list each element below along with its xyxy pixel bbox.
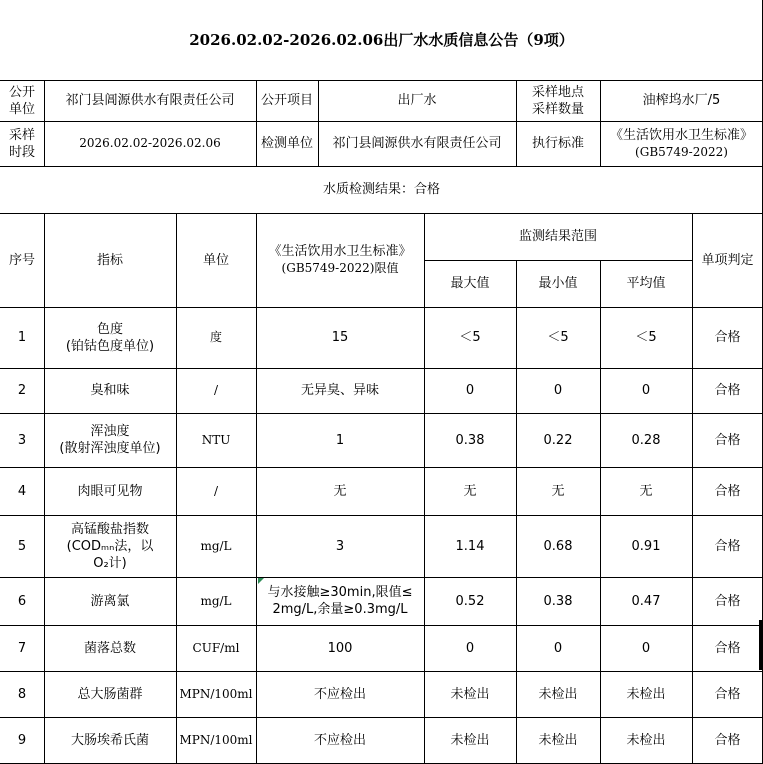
cell-index bbox=[44, 625, 176, 671]
grid-line bbox=[0, 413, 763, 414]
header-limit bbox=[256, 213, 424, 307]
grid-line bbox=[0, 121, 763, 122]
label-sample-site bbox=[516, 80, 600, 121]
cell-index-line: 菌落总数 bbox=[83, 640, 136, 656]
cell-unit: / bbox=[213, 483, 219, 498]
grid-line bbox=[256, 80, 257, 166]
cell-judge: 合格 bbox=[714, 640, 741, 656]
cell-limit bbox=[256, 413, 424, 467]
cell-avg: 未检出 bbox=[626, 686, 666, 702]
grid-line bbox=[0, 80, 763, 81]
cell-seq: 4 bbox=[17, 483, 27, 499]
cell-avg: 无 bbox=[639, 483, 653, 499]
cell-unit: / bbox=[213, 383, 219, 397]
cell-index bbox=[44, 368, 176, 413]
cell-index bbox=[44, 717, 176, 764]
cell-limit-line: 无 bbox=[333, 483, 347, 499]
cell-judge: 合格 bbox=[714, 538, 741, 554]
cell-max: 1.14 bbox=[455, 538, 485, 554]
notice-title: 2026.02.02-2026.02.06出厂水水质信息公告（9项） bbox=[189, 30, 574, 49]
standard-code: (GB5749-2022) bbox=[635, 144, 728, 159]
cell-limit bbox=[256, 577, 424, 625]
cell-index-line: 高锰酸盐指数 bbox=[70, 521, 149, 537]
cell-index-line: 游离氯 bbox=[90, 593, 130, 609]
cell-unit: mg/L bbox=[200, 593, 232, 608]
label-sample-period bbox=[0, 121, 44, 166]
cell-judge: 合格 bbox=[714, 330, 741, 345]
cell-unit: mg/L bbox=[200, 538, 232, 553]
grid-line bbox=[0, 467, 763, 468]
cell-max: 0 bbox=[465, 640, 475, 656]
cell-index-line: (铂钴色度单位) bbox=[65, 338, 155, 354]
cell-index-line: 肉眼可见物 bbox=[77, 483, 143, 499]
label-public-unit-line1: 公开 bbox=[8, 84, 35, 100]
cell-unit: CUF/ml bbox=[192, 640, 240, 655]
cell-limit-line: 1 bbox=[335, 432, 345, 448]
grid-line bbox=[0, 166, 763, 167]
sample-site-value: 油榨坞水厂/5 bbox=[642, 93, 721, 108]
grid-line bbox=[0, 515, 763, 516]
header-limit-line2: (GB5749-2022)限值 bbox=[281, 261, 399, 275]
cell-min: 未检出 bbox=[538, 733, 578, 748]
cell-limit bbox=[256, 515, 424, 577]
public-project-value: 出厂水 bbox=[397, 93, 437, 108]
cell-limit bbox=[256, 368, 424, 413]
cell-limit-line: 15 bbox=[331, 330, 349, 345]
label-public-unit bbox=[0, 80, 44, 121]
cell-limit bbox=[256, 467, 424, 515]
cell-limit bbox=[256, 625, 424, 671]
header-unit: 单位 bbox=[202, 252, 229, 268]
cell-judge: 合格 bbox=[714, 483, 741, 499]
cell-index-line: 大肠埃希氏菌 bbox=[70, 733, 149, 748]
cell-unit: MPN/100ml bbox=[179, 733, 253, 747]
cell-avg: 0 bbox=[641, 640, 651, 656]
cell-avg: 0 bbox=[641, 383, 651, 398]
cell-limit bbox=[256, 717, 424, 764]
public-unit-value: 祁门县阊源供水有限责任公司 bbox=[65, 93, 235, 108]
grid-line bbox=[516, 80, 517, 166]
grid-line bbox=[318, 80, 319, 166]
grid-line bbox=[0, 717, 763, 718]
cell-seq: 8 bbox=[17, 686, 27, 702]
cell-avg: 0.91 bbox=[631, 538, 661, 554]
cell-avg: 0.28 bbox=[631, 432, 661, 448]
cell-limit-line: 100 bbox=[327, 640, 353, 656]
grid-line bbox=[0, 625, 763, 626]
test-unit-value: 祁门县阊源供水有限责任公司 bbox=[332, 136, 502, 151]
cell-seq: 2 bbox=[17, 383, 27, 398]
cell-index bbox=[44, 467, 176, 515]
cell-seq: 3 bbox=[17, 432, 27, 448]
cell-seq: 7 bbox=[17, 640, 27, 656]
header-avg: 平均值 bbox=[626, 276, 666, 291]
right-edge-bar bbox=[759, 620, 762, 670]
label-test-unit: 检测单位 bbox=[260, 136, 313, 151]
cell-limit-line: 与水接触≥30min,限值≤ bbox=[267, 585, 413, 600]
cell-seq: 1 bbox=[17, 330, 27, 345]
grid-line bbox=[424, 260, 692, 261]
quality-result: 水质检测结果：合格 bbox=[322, 182, 440, 197]
grid-line bbox=[0, 577, 763, 578]
cell-unit: NTU bbox=[201, 432, 231, 447]
cell-avg: 0.47 bbox=[631, 593, 661, 609]
cell-judge: 合格 bbox=[714, 733, 741, 748]
cell-index-line: 臭和味 bbox=[90, 383, 130, 398]
label-public-unit-line2: 单位 bbox=[8, 101, 35, 117]
cell-index-line: O₂计) bbox=[93, 555, 127, 571]
cell-min: 0.38 bbox=[543, 593, 573, 609]
grid-line bbox=[0, 671, 763, 672]
cell-max: 0.52 bbox=[455, 593, 485, 609]
cell-min: 0 bbox=[553, 383, 563, 398]
cell-judge: 合格 bbox=[714, 383, 741, 398]
cell-min: 未检出 bbox=[538, 686, 578, 702]
cell-min: ＜5 bbox=[547, 330, 569, 345]
cell-limit-line: 无异臭、异味 bbox=[300, 383, 379, 398]
cell-min: 0 bbox=[553, 640, 563, 656]
cell-index-line: (散射浑浊度单位) bbox=[59, 441, 161, 456]
comment-marker-icon bbox=[258, 578, 264, 584]
grid-line bbox=[44, 80, 45, 166]
cell-limit-line: 3 bbox=[335, 538, 345, 554]
standard-name: 《生活饮用水卫生标准》 bbox=[609, 127, 753, 143]
label-standard: 执行标准 bbox=[531, 136, 584, 151]
cell-seq: 6 bbox=[17, 593, 27, 609]
standard-value bbox=[600, 121, 763, 166]
label-sample-site-line2: 采样数量 bbox=[531, 101, 584, 117]
sample-period-value: 2026.02.02-2026.02.06 bbox=[79, 136, 221, 150]
cell-min: 无 bbox=[551, 483, 565, 499]
cell-judge: 合格 bbox=[714, 686, 741, 702]
cell-max: 0.38 bbox=[455, 432, 485, 448]
cell-max: 0 bbox=[465, 383, 475, 398]
cell-avg: ＜5 bbox=[635, 330, 657, 345]
header-limit-line1: 《生活饮用水卫生标准》 bbox=[268, 244, 412, 259]
cell-max: 无 bbox=[463, 483, 477, 499]
label-sample-site-line1: 采样地点 bbox=[531, 84, 584, 100]
cell-max: 未检出 bbox=[450, 733, 490, 748]
cell-seq: 5 bbox=[17, 538, 27, 554]
cell-judge: 合格 bbox=[714, 432, 741, 448]
label-sample-period-line1: 采样 bbox=[8, 127, 35, 143]
cell-limit bbox=[256, 671, 424, 717]
cell-index bbox=[44, 577, 176, 625]
cell-limit-line: 2mg/L,余量≥0.3mg/L bbox=[272, 602, 408, 617]
cell-index bbox=[44, 515, 176, 577]
grid-line bbox=[424, 213, 425, 764]
cell-max: ＜5 bbox=[459, 330, 481, 345]
grid-line bbox=[176, 213, 177, 764]
header-min: 最小值 bbox=[538, 276, 578, 291]
header-range: 监测结果范围 bbox=[518, 229, 597, 244]
grid-line bbox=[692, 213, 693, 764]
cell-index bbox=[44, 413, 176, 467]
label-public-project: 公开项目 bbox=[260, 93, 313, 108]
cell-index bbox=[44, 671, 176, 717]
cell-index-line: 浑浊度 bbox=[90, 424, 130, 439]
cell-min: 0.68 bbox=[543, 538, 573, 554]
cell-index bbox=[44, 307, 176, 368]
grid-line bbox=[516, 260, 517, 764]
grid-line bbox=[256, 213, 257, 764]
cell-avg: 未检出 bbox=[626, 733, 666, 748]
header-judge: 单项判定 bbox=[701, 252, 754, 268]
grid-line bbox=[44, 213, 45, 764]
cell-index-line: 色度 bbox=[96, 321, 123, 337]
grid-line bbox=[0, 368, 763, 369]
grid-line bbox=[600, 80, 601, 166]
cell-unit: MPN/100ml bbox=[179, 686, 253, 701]
cell-index-line: (CODₘₙ法，以 bbox=[66, 538, 154, 554]
cell-max: 未检出 bbox=[450, 686, 490, 702]
cell-seq: 9 bbox=[17, 733, 27, 748]
label-sample-period-line2: 时段 bbox=[8, 144, 35, 160]
cell-limit-line: 不应检出 bbox=[313, 733, 366, 748]
cell-limit-line: 不应检出 bbox=[313, 686, 366, 702]
grid-line bbox=[0, 213, 763, 214]
header-index: 指标 bbox=[96, 252, 123, 268]
cell-index-line: 总大肠菌群 bbox=[77, 686, 143, 702]
cell-min: 0.22 bbox=[543, 432, 573, 448]
grid-line bbox=[0, 307, 763, 308]
header-max: 最大值 bbox=[450, 276, 490, 291]
cell-judge: 合格 bbox=[714, 593, 741, 609]
header-seq: 序号 bbox=[8, 252, 35, 268]
grid-line bbox=[600, 260, 601, 764]
cell-unit: 度 bbox=[209, 330, 222, 344]
cell-limit bbox=[256, 307, 424, 368]
